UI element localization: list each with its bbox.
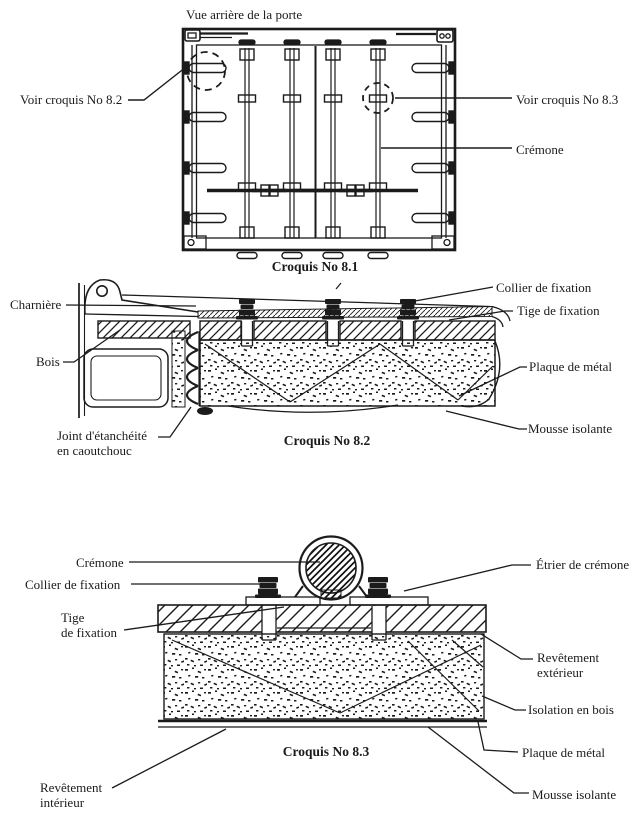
- label-tige-8-2: Tige de fixation: [517, 303, 600, 318]
- door-top-right-latch: [396, 30, 453, 42]
- label-bois: Bois: [36, 354, 60, 369]
- cremone-rod-4: [338, 40, 418, 259]
- door-hinges: [184, 62, 454, 224]
- label-cremone-8-1: Crémone: [516, 142, 564, 157]
- label-tige-8-3: [61, 610, 117, 640]
- figure1-title: Vue arrière de la porte: [186, 7, 303, 22]
- cremone-rod-3: [293, 40, 373, 259]
- caption-croquis-8-3: Croquis No 8.3: [282, 744, 370, 759]
- label-mousse-8-2: Mousse isolante: [528, 421, 613, 436]
- door-rear-view-drawing: [183, 29, 455, 259]
- cremone-section-drawing: [158, 537, 487, 728]
- label-plaque-8-3: Plaque de métal: [522, 745, 606, 760]
- label-mousse-8-3: Mousse isolante: [532, 787, 617, 802]
- label-revetement-exterieur: [537, 650, 599, 680]
- caption-croquis-8-2: Croquis No 8.2: [283, 433, 371, 448]
- label-tige-line1: Tige: [61, 610, 85, 625]
- label-cremone-8-3: Crémone: [76, 555, 124, 570]
- detail-circle-8-3: [363, 83, 393, 113]
- label-joint-etancheite: [57, 428, 147, 458]
- label-joint-line2: en caoutchouc: [57, 443, 132, 458]
- label-voir-croquis-8-2: Voir croquis No 8.2: [20, 92, 123, 107]
- cremone-rod-2: [252, 40, 332, 259]
- label-rev-ext-line2: extérieur: [537, 665, 584, 680]
- label-plaque-8-2: Plaque de métal: [529, 359, 613, 374]
- label-tige-line2: de fixation: [61, 625, 117, 640]
- label-voir-croquis-8-3: Voir croquis No 8.3: [516, 92, 619, 107]
- label-joint-line1: Joint d'étanchéité: [57, 428, 148, 443]
- wood-layer-8-2: [98, 321, 495, 340]
- caption-croquis-8-1: Croquis No 8.1: [271, 259, 359, 274]
- door-top-left-latch: [185, 30, 248, 41]
- label-rev-ext-line1: Revêtement: [537, 650, 600, 665]
- label-isolation-bois: Isolation en bois: [528, 702, 614, 717]
- door-inner-frame: [197, 45, 442, 238]
- foam-block-8-2: [200, 340, 500, 412]
- hinge-section-drawing: [79, 280, 510, 418]
- foam-block-8-3: [164, 634, 484, 719]
- inner-lining-lines: [158, 721, 487, 727]
- door-edge-profile: [79, 283, 168, 418]
- label-collier-8-2: Collier de fixation: [496, 280, 592, 295]
- cremone-rod-section: [306, 543, 356, 593]
- label-rev-int-line2: intérieur: [40, 795, 85, 810]
- label-etrier: Étrier de crémone: [536, 557, 630, 572]
- label-rev-int-line1: Revêtement: [40, 780, 103, 795]
- detail-circle-8-2: [187, 52, 225, 90]
- label-charniere: Charnière: [10, 297, 62, 312]
- label-collier-8-3: Collier de fixation: [25, 577, 121, 592]
- label-revetement-interieur: [40, 780, 102, 810]
